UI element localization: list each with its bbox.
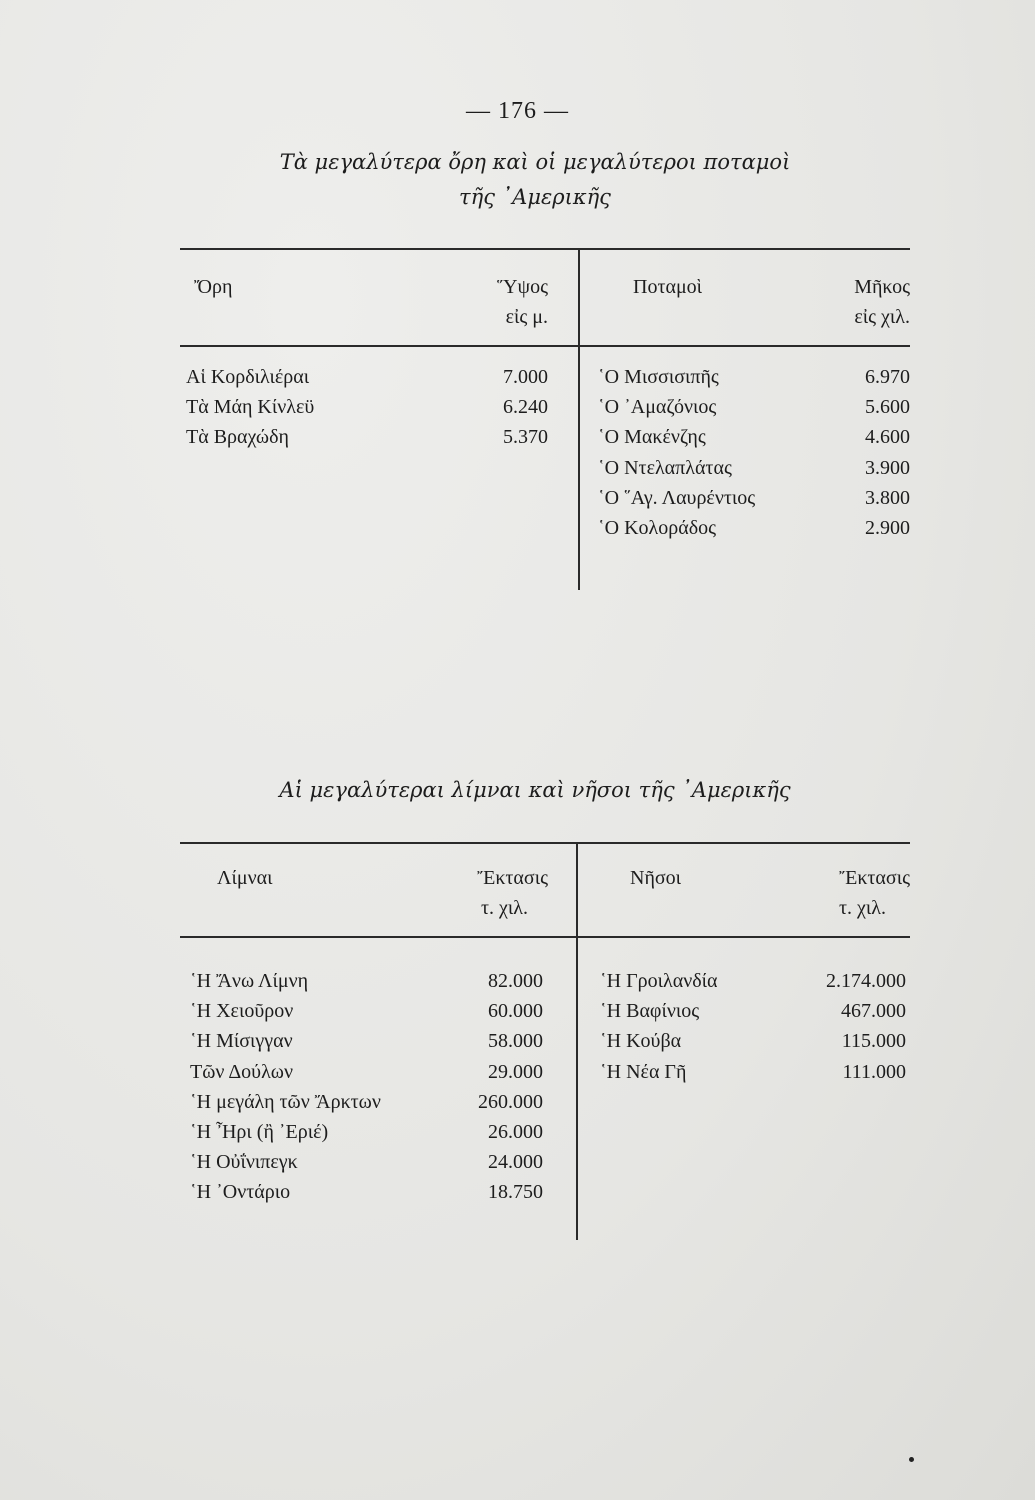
header-length-unit: εἰς χιλ. [854, 306, 910, 328]
table2-top-rule [180, 842, 910, 844]
river-length: 3.800 [865, 486, 910, 509]
islands-areas [770, 966, 906, 1087]
mountain-height: 7.000 [503, 366, 548, 388]
lake-name: ῾Η Μίσιγγαν [190, 1030, 293, 1053]
island-name: ῾Η Γροιλανδία [600, 970, 718, 992]
island-area: 467.000 [841, 1000, 906, 1023]
mountain-name: Τὰ Μάη Κίνλεϋ [186, 396, 315, 419]
lake-area: 18.750 [488, 1181, 543, 1204]
river-length: 6.970 [865, 366, 910, 388]
river-length: 5.600 [865, 396, 910, 419]
header-height-label: Ὕψος [497, 276, 548, 298]
table2-divider [576, 844, 578, 1240]
mountains-names [186, 362, 314, 453]
header-height-unit: εἰς μ. [505, 306, 548, 328]
header-mountains: Ὄρη [194, 276, 233, 298]
header-islands-area-unit: τ. χιλ. [839, 897, 886, 919]
lake-name: Τῶν Δούλων [190, 1060, 293, 1083]
page-number: — 176 — [466, 98, 569, 124]
island-name: ῾Η Κούβα [600, 1030, 682, 1053]
mountain-name: Τὰ Βραχώδη [186, 426, 289, 449]
header-lakes: Λίμναι [217, 867, 273, 889]
lake-name: ῾Η Οὐΐνιπεγκ [190, 1151, 298, 1174]
island-area: 2.174.000 [826, 970, 906, 992]
section2-title: Αἱ μεγαλύτεραι λίμναι καὶ νῆσοι τῆς ᾿Αμερικῆς [279, 778, 791, 802]
lakes-names [190, 966, 381, 1208]
section1-title-line2: τῆς ᾿Αμερικῆς [459, 185, 611, 209]
mountains-heights [440, 362, 548, 453]
header-islands-area-label: Ἔκτασις [839, 867, 910, 889]
mountain-name: Αἱ Κορδιλιέραι [186, 366, 310, 388]
river-length: 3.900 [865, 456, 910, 479]
lake-name: ῾Η μεγάλη τῶν Ἄρκτων [190, 1090, 381, 1113]
header-length-label: Μῆκος [854, 276, 910, 298]
header-rivers: Ποταμοὶ [633, 276, 703, 298]
river-length: 2.900 [865, 516, 910, 539]
islands-names [600, 966, 718, 1087]
rivers-lengths [800, 362, 910, 543]
island-name: ῾Η Βαφίνιος [600, 1000, 700, 1023]
header-islands: Νῆσοι [630, 867, 682, 889]
header-lakes-area-label: Ἔκτασις [477, 867, 548, 889]
island-area: 111.000 [842, 1060, 906, 1083]
lake-area: 58.000 [488, 1030, 543, 1053]
river-name: ῾Ο Μισσισιπῆς [598, 366, 719, 388]
table1-header-rule [180, 345, 910, 347]
river-name: ῾Ο ᾿Αμαζόνιος [598, 396, 717, 419]
section1-title-line1: Τὰ μεγαλύτερα ὄρη καὶ οἱ μεγαλύτεροι ποταμοὶ [279, 150, 791, 174]
river-name: ῾Ο Κολοράδος [598, 516, 717, 539]
table1-divider [578, 250, 580, 590]
lake-area: 60.000 [488, 1000, 543, 1023]
rivers-names [598, 362, 755, 543]
table2-header-rule [180, 936, 910, 938]
river-name: ῾Ο Ντελαπλάτας [598, 456, 732, 479]
mountain-height: 5.370 [503, 426, 548, 449]
island-name: ῾Η Νέα Γῆ [600, 1060, 687, 1083]
lake-name: ῾Η Χειοῦρον [190, 1000, 294, 1023]
river-length: 4.600 [865, 426, 910, 449]
lake-area: 82.000 [488, 970, 543, 992]
lake-area: 29.000 [488, 1060, 543, 1083]
mountain-height: 6.240 [503, 396, 548, 419]
lake-name: ῾Η ᾿Οντάριο [190, 1181, 291, 1204]
island-area: 115.000 [841, 1030, 906, 1053]
river-name: ῾Ο ῞Αγ. Λαυρέντιος [598, 486, 756, 509]
lake-name: ῾Η Ἄνω Λίμνη [190, 970, 309, 992]
table1-top-rule [180, 248, 910, 250]
lake-area: 26.000 [488, 1120, 543, 1143]
lakes-areas [440, 966, 543, 1208]
lake-area: 260.000 [478, 1090, 543, 1113]
header-lakes-area-unit: τ. χιλ. [481, 897, 528, 919]
lake-name: ῾Η Ἦρι (ἢ ᾿Εριέ) [190, 1120, 329, 1143]
river-name: ῾Ο Μακένζης [598, 426, 706, 449]
lake-area: 24.000 [488, 1151, 543, 1174]
ink-speck [909, 1457, 914, 1462]
